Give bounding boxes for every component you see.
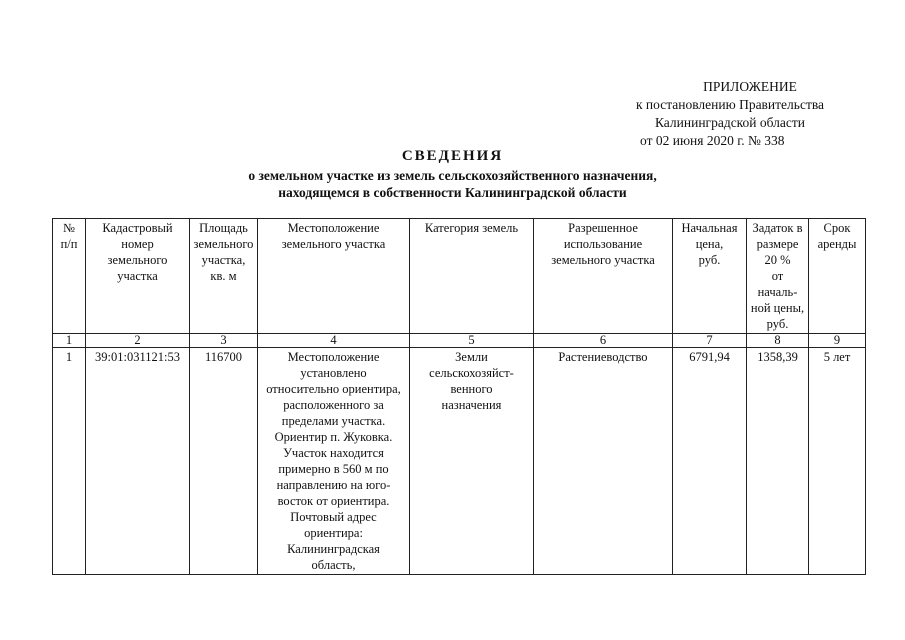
column-number: 5 [410, 334, 534, 348]
land-plot-table [52, 218, 866, 575]
document-subtitle [0, 167, 905, 201]
header-category: Категория земель [410, 219, 534, 334]
cell-category: Земли сельскохозяйст- венного назначения [410, 348, 534, 575]
cell-location: Местоположение установлено относительно ориентира, расположенного за пределами участка. Ориентир п. Жуковка. Участок находится примерно в 560 м по направлению на юго- восток от ориентира. Почтовый адрес ориентира: Калининградская область, [258, 348, 410, 575]
cell-deposit: 1358,39 [747, 348, 809, 575]
header-use: Разрешенное использование земельного участка [534, 219, 673, 334]
column-number: 3 [190, 334, 258, 348]
appendix-block [600, 78, 860, 150]
header-location: Местоположение земельного участка [258, 219, 410, 334]
subtitle-line-1: о земельном участке из земель сельскохозяйственного назначения, [248, 168, 657, 183]
column-number: 9 [809, 334, 866, 348]
table-header-row [53, 219, 866, 334]
appendix-ref: к постановлению Правительства [635, 97, 825, 112]
column-number: 1 [53, 334, 86, 348]
column-number: 6 [534, 334, 673, 348]
header-deposit: Задаток в размере 20 % от началь- ной цены, руб. [747, 219, 809, 334]
header-area: Площадь земельного участка, кв. м [190, 219, 258, 334]
appendix-date-number: от 02 июня 2020 г. № 338 [640, 133, 785, 148]
cell-use: Растениеводство [534, 348, 673, 575]
header-num: № п/п [53, 219, 86, 334]
column-number: 4 [258, 334, 410, 348]
cell-area: 116700 [190, 348, 258, 575]
column-number: 8 [747, 334, 809, 348]
cell-term: 5 лет [809, 348, 866, 575]
appendix-region: Калининградской области [654, 115, 806, 130]
column-number: 7 [673, 334, 747, 348]
cell-num: 1 [53, 348, 86, 575]
cell-price: 6791,94 [673, 348, 747, 575]
header-price: Начальная цена, руб. [673, 219, 747, 334]
table-row [53, 348, 866, 575]
cell-cadastral: 39:01:031121:53 [86, 348, 190, 575]
header-cadastral: Кадастровый номер земельного участка [86, 219, 190, 334]
document-title: СВЕДЕНИЯ [401, 148, 504, 164]
appendix-title: ПРИЛОЖЕНИЕ [703, 79, 797, 94]
header-term: Срок аренды [809, 219, 866, 334]
column-number-row [53, 334, 866, 348]
subtitle-line-2: находящемся в собственности Калининградской области [278, 185, 627, 200]
column-number: 2 [86, 334, 190, 348]
